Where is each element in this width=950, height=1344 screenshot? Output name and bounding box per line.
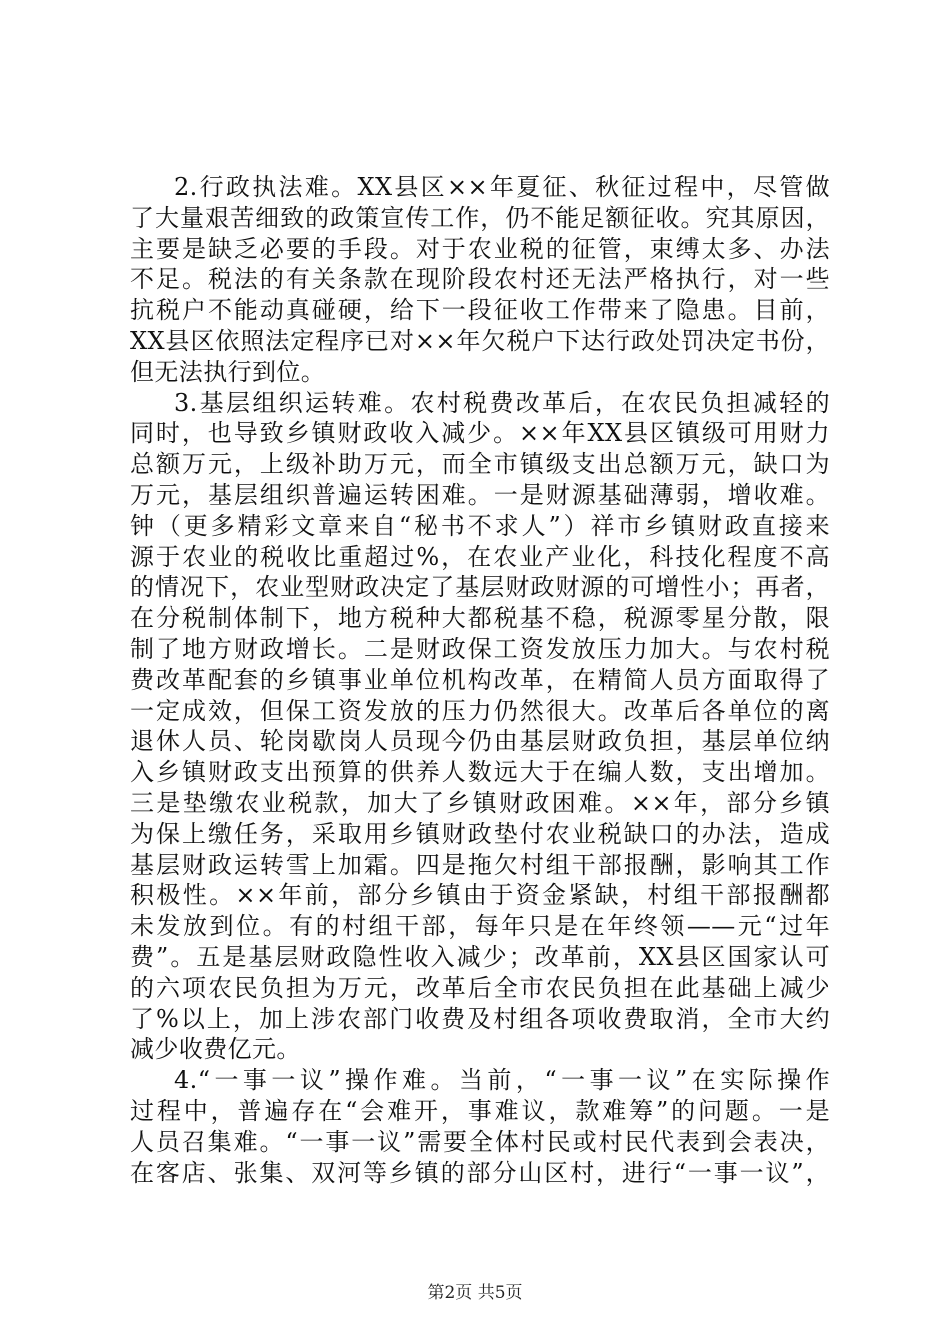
paragraph-4-line: 4.“一事一议”操作难。当前，“一事一议”在实际操作 — [174, 1066, 830, 1095]
paragraph-3-line: 未发放到位。有的村组干部，每年只是在年终领——元“过年 — [130, 912, 830, 941]
paragraph-3-line: 了%以上，加上涉农部门收费及村组各项收费取消，全市大约 — [130, 1004, 830, 1033]
paragraph-2-line: 抗税户不能动真碰硬，给下一段征收工作带来了隐患。目前， — [130, 296, 830, 325]
paragraph-2-line: 2.行政执法难。XX县区××年夏征、秋征过程中，尽管做 — [174, 173, 830, 201]
paragraph-3-line: 积极性。××年前，部分乡镇由于资金紧缺，村组干部报酬都 — [130, 881, 830, 910]
paragraph-3-line: 万元，基层组织普遍运转困难。一是财源基础薄弱，增收难。 — [130, 480, 830, 509]
paragraph-3-line: 钟（更多精彩文章来自“秘书不求人”）祥市乡镇财政直接来 — [130, 511, 830, 540]
paragraph-3-line: 总额万元，上级补助万元，而全市镇级支出总额万元，缺口为 — [130, 450, 830, 479]
page-footer: 第2页 共5页 — [427, 1283, 523, 1303]
paragraph-3-line: 入乡镇财政支出预算的供养人数远大于在编人数，支出增加。 — [130, 758, 830, 787]
paragraph-3-line: 退休人员、轮岗歇岗人员现今仍由基层财政负担，基层单位纳 — [130, 727, 830, 756]
paragraph-3-line: 3.基层组织运转难。农村税费改革后，在农民负担减轻的 — [174, 388, 830, 417]
paragraph-3-line: 基层财政运转雪上加霜。四是拖欠村组干部报酬，影响其工作 — [130, 850, 830, 879]
paragraph-2-line: 不足。税法的有关条款在现阶段农村还无法严格执行，对一些 — [130, 265, 830, 294]
paragraph-2-line: 主要是缺乏必要的手段。对于农业税的征管，束缚太多、办法 — [130, 234, 830, 263]
paragraph-3-line: 同时，也导致乡镇财政收入减少。××年XX县区镇级可用财力 — [130, 419, 830, 448]
paragraph-3-line: 减少收费亿元。 — [130, 1035, 301, 1064]
paragraph-3-line: 的情况下，农业型财政决定了基层财政财源的可增性小；再者， — [130, 573, 830, 602]
paragraph-2-line: 但无法执行到位。 — [130, 357, 326, 386]
body-text — [130, 172, 830, 1188]
paragraph-3-line: 一定成效，但保工资发放的压力仍然很大。改革后各单位的离 — [130, 696, 830, 725]
paragraph-3-line: 在分税制体制下，地方税种大都税基不稳，税源零星分散，限 — [130, 604, 830, 633]
paragraph-4-line: 在客店、张集、双河等乡镇的部分山区村，进行“一事一议”， — [130, 1158, 830, 1187]
paragraph-2-line: 了大量艰苦细致的政策宣传工作，仍不能足额征收。究其原因， — [130, 203, 830, 232]
paragraph-3-line: 的六项农民负担为万元，改革后全市农民负担在此基础上减少 — [130, 973, 830, 1002]
paragraph-3-line: 制了地方财政增长。二是财政保工资发放压力加大。与农村税 — [130, 634, 830, 663]
paragraph-3-line: 源于农业的税收比重超过%，在农业产业化，科技化程度不高 — [130, 542, 830, 571]
paragraph-2-line: XX县区依照法定程序已对××年欠税户下达行政处罚决定书份， — [130, 326, 830, 355]
paragraph-4-line: 人员召集难。“一事一议”需要全体村民或村民代表到会表决， — [130, 1127, 830, 1156]
paragraph-3-line: 费改革配套的乡镇事业单位机构改革，在精简人员方面取得了 — [130, 665, 830, 694]
paragraph-4-line: 过程中，普遍存在“会难开，事难议，款难筹”的问题。一是 — [130, 1096, 830, 1125]
paragraph-3-line: 为保上缴任务，采取用乡镇财政垫付农业税缺口的办法，造成 — [130, 819, 830, 848]
paragraph-3-line: 三是垫缴农业税款，加大了乡镇财政困难。××年，部分乡镇 — [130, 788, 830, 817]
paragraph-3-line: 费”。五是基层财政隐性收入减少；改革前，XX县区国家认可 — [130, 942, 830, 971]
